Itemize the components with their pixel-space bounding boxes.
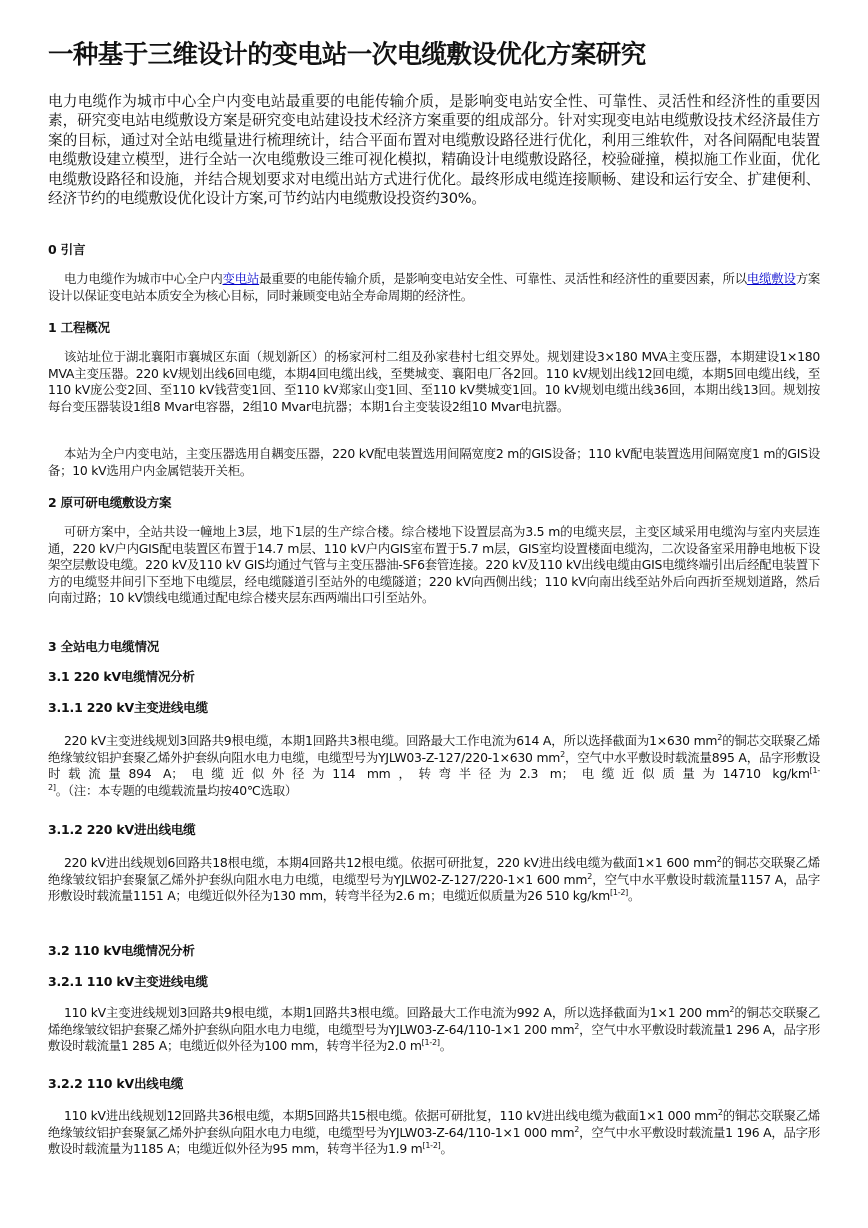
heading-project-overview: 1 工程概况 [48,320,110,335]
paragraph-220kv-outgoing: 220 kV进出线规划6回路共18根电缆，本期4回路共12根电缆。依据可研批复，220 kV进出线电缆为截面1×1 600 $mm^2$的铜芯交联聚乙烯绝缘皱纹铝护套聚氯乙烯外护套纵向阻水电力电缆，电缆型号为YJLW02-Z-127/220-1×1 600 $mm^2$，空气中水平敷设时载流量1157 A，品字形敷设时载流量1151 A；电缆近似外径为130 mm，转弯半径为2.6 m；电缆近似质量为26 510 kg/km[1-2]。 [48,855,820,904]
heading-introduction: 0 引言 [48,242,86,257]
heading-original-scheme: 2 原可研电缆敷设方案 [48,495,172,510]
paragraph-project-equipment: 本站为全户内变电站，主变压器选用自耦变压器，220 kV配电装置选用间隔宽度2 m的GIS设备；110 kV配电装置选用间隔宽度1 m的GIS设备；10 kV选用户内金属铠装开关柜。 [48,446,820,478]
heading-power-cables: 3 全站电力电缆情况 [48,639,160,654]
heading-220kv-transformer-incoming: 3.1.1 220 kV主变进线电缆 [48,700,208,715]
link-cable-laying[interactable]: 电缆敷设 [746,271,796,286]
heading-220kv-analysis: 3.1 220 kV电缆情况分析 [48,669,195,684]
paragraph-110kv-outgoing: 110 kV进出线规划12回路共36根电缆，本期5回路共15根电缆。依据可研批复，110 kV进出线电缆为截面1×1 000 $mm^2$的铜芯交联聚乙烯绝缘皱纹铝护套聚氯乙烯外护套纵向阻水电力电缆，电缆型号为YJLW03-Z-64/110-1×1 000 $mm^2$，空气中水平敷设时载流量1 196 A，品字形敷设时载流量为1185 A；电缆近似外径为95 mm，转弯半径为1.9 m[1-2]。 [48,1108,820,1157]
citation-ref: [1-2] [421,1038,440,1048]
heading-110kv-transformer-incoming: 3.2.1 110 kV主变进线电缆 [48,974,208,989]
heading-110kv-analysis: 3.2 110 kV电缆情况分析 [48,943,195,958]
heading-110kv-outgoing: 3.2.2 110 kV出线电缆 [48,1076,184,1091]
citation-ref: [1-2] [609,888,629,898]
citation-ref: [1-2] [422,1141,441,1151]
abstract: 电力电缆作为城市中心全户内变电站最重要的电能传输介质，是影响变电站安全性、可靠性、灵活性和经济性的重要因素，研究变电站电缆敷设方案是研究变电站建设技术经济方案重要的组成部分。针对实现变电站电缆敷设技术经济最佳方案的目标，通过对全站电缆量进行梳理统计，结合平面布置对电缆敷设路径进行优化，利用三维软件，对各间隔配电装置电缆敷设建立模型，进行全站一次电缆敷设三维可视化模拟，精确设计电缆敷设路径，校验碰撞，模拟施工作业面，优化电缆敷设路径和设施，并结合规划要求对电缆出站方式进行优化。最终形成电缆连接顺畅、建设和运行安全、扩建便利、经济节约的电缆敷设优化设计方案,可节约站内电缆敷设投资约30%。 [48,93,820,208]
paragraph-original-scheme: 可研方案中，全站共设一幢地上3层，地下1层的生产综合楼。综合楼地下设置层高为3.5 m的电缆夹层，主变区域采用电缆沟与室内夹层连通，220 kV户内GIS配电装置区布置于14.7 m层、110 kV户内GIS室布置于5.7 m层，GIS室均设置楼面电缆沟，二次设备室采用静电地板下设架空层敷设电缆。220 kV及110 kV GIS均通过气管与主变压器油-SF6套管连接。220 kV及110 kV出线电缆由GIS电缆终端引出后经配电装置下方的电缆竖井间引下至地下电缆层，经电缆隧道引至站外的电缆隧道；220 kV向西侧出线；110 kV向南出线至站外后向西折至规划道路，然后向南过路；10 kV馈线电缆通过配电综合楼夹层东西两端出口引至站外。 [48,524,820,606]
paper-title: 一种基于三维设计的变电站一次电缆敷设优化方案研究 [48,40,646,70]
paragraph-project-site: 该站址位于湖北襄阳市襄城区东面（规划新区）的杨家河村二组及孙家巷村七组交界处。规划建设3×180 MVA主变压器，本期建设1×180 MVA主变压器。220 kV规划出线6回电缆，本期4回电缆出线，至樊城变、襄阳电厂各2回。110 kV规划出线12回电缆，本期5回电缆出线，至110 kV庞公变2回、至110 kV钱营变1回、至110 kV郑家山变1回、至110 kV樊城变1回。10 kV规划电缆出线36回，本期出线13回。规划按每台变压器装设1组8 Mvar电容器，2组10 Mvar电抗器；本期1台主变装设2组10 Mvar电抗器。 [48,349,820,414]
paragraph-220kv-transformer-incoming: 220 kV主变进线规划3回路共9根电缆，本期1回路共3根电缆。回路最大工作电流为614 A，所以选择截面为1×630 $mm^2$的铜芯交联聚乙烯绝缘皱纹铝护套聚乙烯外护套纵向阻水电力电缆，电缆型号为YJLW03-Z-127/220-1×630 $mm^2$，空气中水平敷设时载流量895 A，品字形敷设时载流量894 A；电缆近似外径为114 mm，转弯半径为2.3 m；电缆近似质量为14710 kg/km[1-2]。（注：本专题的电缆载流量均按40℃选取） [48,733,820,798]
link-substation[interactable]: 变电站 [222,271,260,286]
paragraph-110kv-transformer-incoming: 110 kV主变进线规划3回路共9根电缆，本期1回路共3根电缆。回路最大工作电流为992 A，所以选择截面为1×1 200 $mm^2$的铜芯交联聚乙烯绝缘皱纹铝护套聚乙烯外护套纵向阻水电力电缆，电缆型号为YJLW03-Z-64/110-1×1 200 $mm^2$，空气中水平敷设时载流量1 296 A，品字形敷设时载流量1 285 A；电缆近似外径为100 mm，转弯半径为2.0 m[1-2]。 [48,1005,821,1054]
heading-220kv-outgoing: 3.1.2 220 kV进出线电缆 [48,822,196,837]
paragraph-introduction: 电力电缆作为城市中心全户内变电站最重要的电能传输介质，是影响变电站安全性、可靠性、灵活性和经济性的重要因素，所以电缆敷设方案设计以保证变电站本质安全为核心目标，同时兼顾变电站全寿命周期的经济性。 [48,271,821,303]
citation-ref: [1-2] [48,766,820,792]
